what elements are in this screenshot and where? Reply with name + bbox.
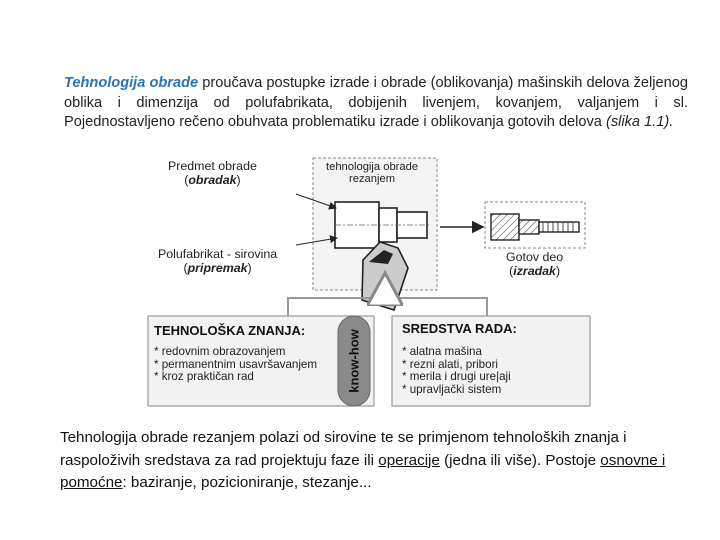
means-title: SREDSTVA RADA:: [402, 321, 517, 336]
finished-part-body: [491, 214, 519, 240]
knowledge-list: [154, 346, 317, 384]
list-item: * kroz praktičan rad: [154, 371, 317, 384]
know-how-container: [338, 316, 370, 406]
list-item: * permanentnim usavršavanjem: [154, 359, 317, 372]
intro-figure-ref: (slika 1.1).: [605, 114, 674, 130]
process-label: tehnologija obrade rezanjem: [326, 161, 419, 185]
operations-link[interactable]: operacije: [378, 451, 440, 469]
caption-part-3: : baziranje, pozicioniranje, stezanje...: [122, 474, 372, 491]
caption-part-1: Tehnologija obrade rezanjem polazi od sirovine te se primjenom tehnoloških znanja i raspoloživih sredstava za rad projektuju faze ili: [60, 429, 627, 469]
list-item: * merila i drugi ure|aji: [402, 371, 511, 384]
intro-lead: Tehnologija obrade: [64, 75, 199, 91]
intro-paragraph: [64, 74, 688, 133]
caption-part-2: (jedna ili više). Postoje: [439, 451, 601, 469]
process-diagram: [140, 150, 600, 412]
know-how-label: know-how: [346, 329, 362, 393]
list-item: * redovnim obrazovanjem: [154, 346, 317, 359]
workpiece-label: Predmet obrade (obradak): [168, 159, 257, 187]
intro-body: proučava postupke izrade i obrade (oblikovanja) mašinskih delova željenog oblika i dimenzija od polufabrikata, dobijenih livenjem, kovanjem, valjanjem i sl. Pojednostavljeno rečeno obuhvata problematiku izrade i oblikovanja gotovih delova: [64, 75, 688, 130]
list-item: * rezni alati, pribori: [402, 359, 511, 372]
list-item: * alatna mašina: [402, 346, 511, 359]
raw-material-label: Polufabrikat - sirovina (pripremak): [158, 247, 278, 275]
knowledge-title: TEHNOLOŠKA ZNANJA:: [154, 323, 306, 338]
finished-part-label: Gotov deo (izradak): [506, 250, 564, 278]
basic-auxiliary-link[interactable]: osnovne i pomoćne: [60, 451, 666, 491]
list-item: * upravljački sistem: [402, 384, 511, 397]
means-list: [402, 346, 511, 396]
caption-paragraph: [60, 427, 700, 495]
